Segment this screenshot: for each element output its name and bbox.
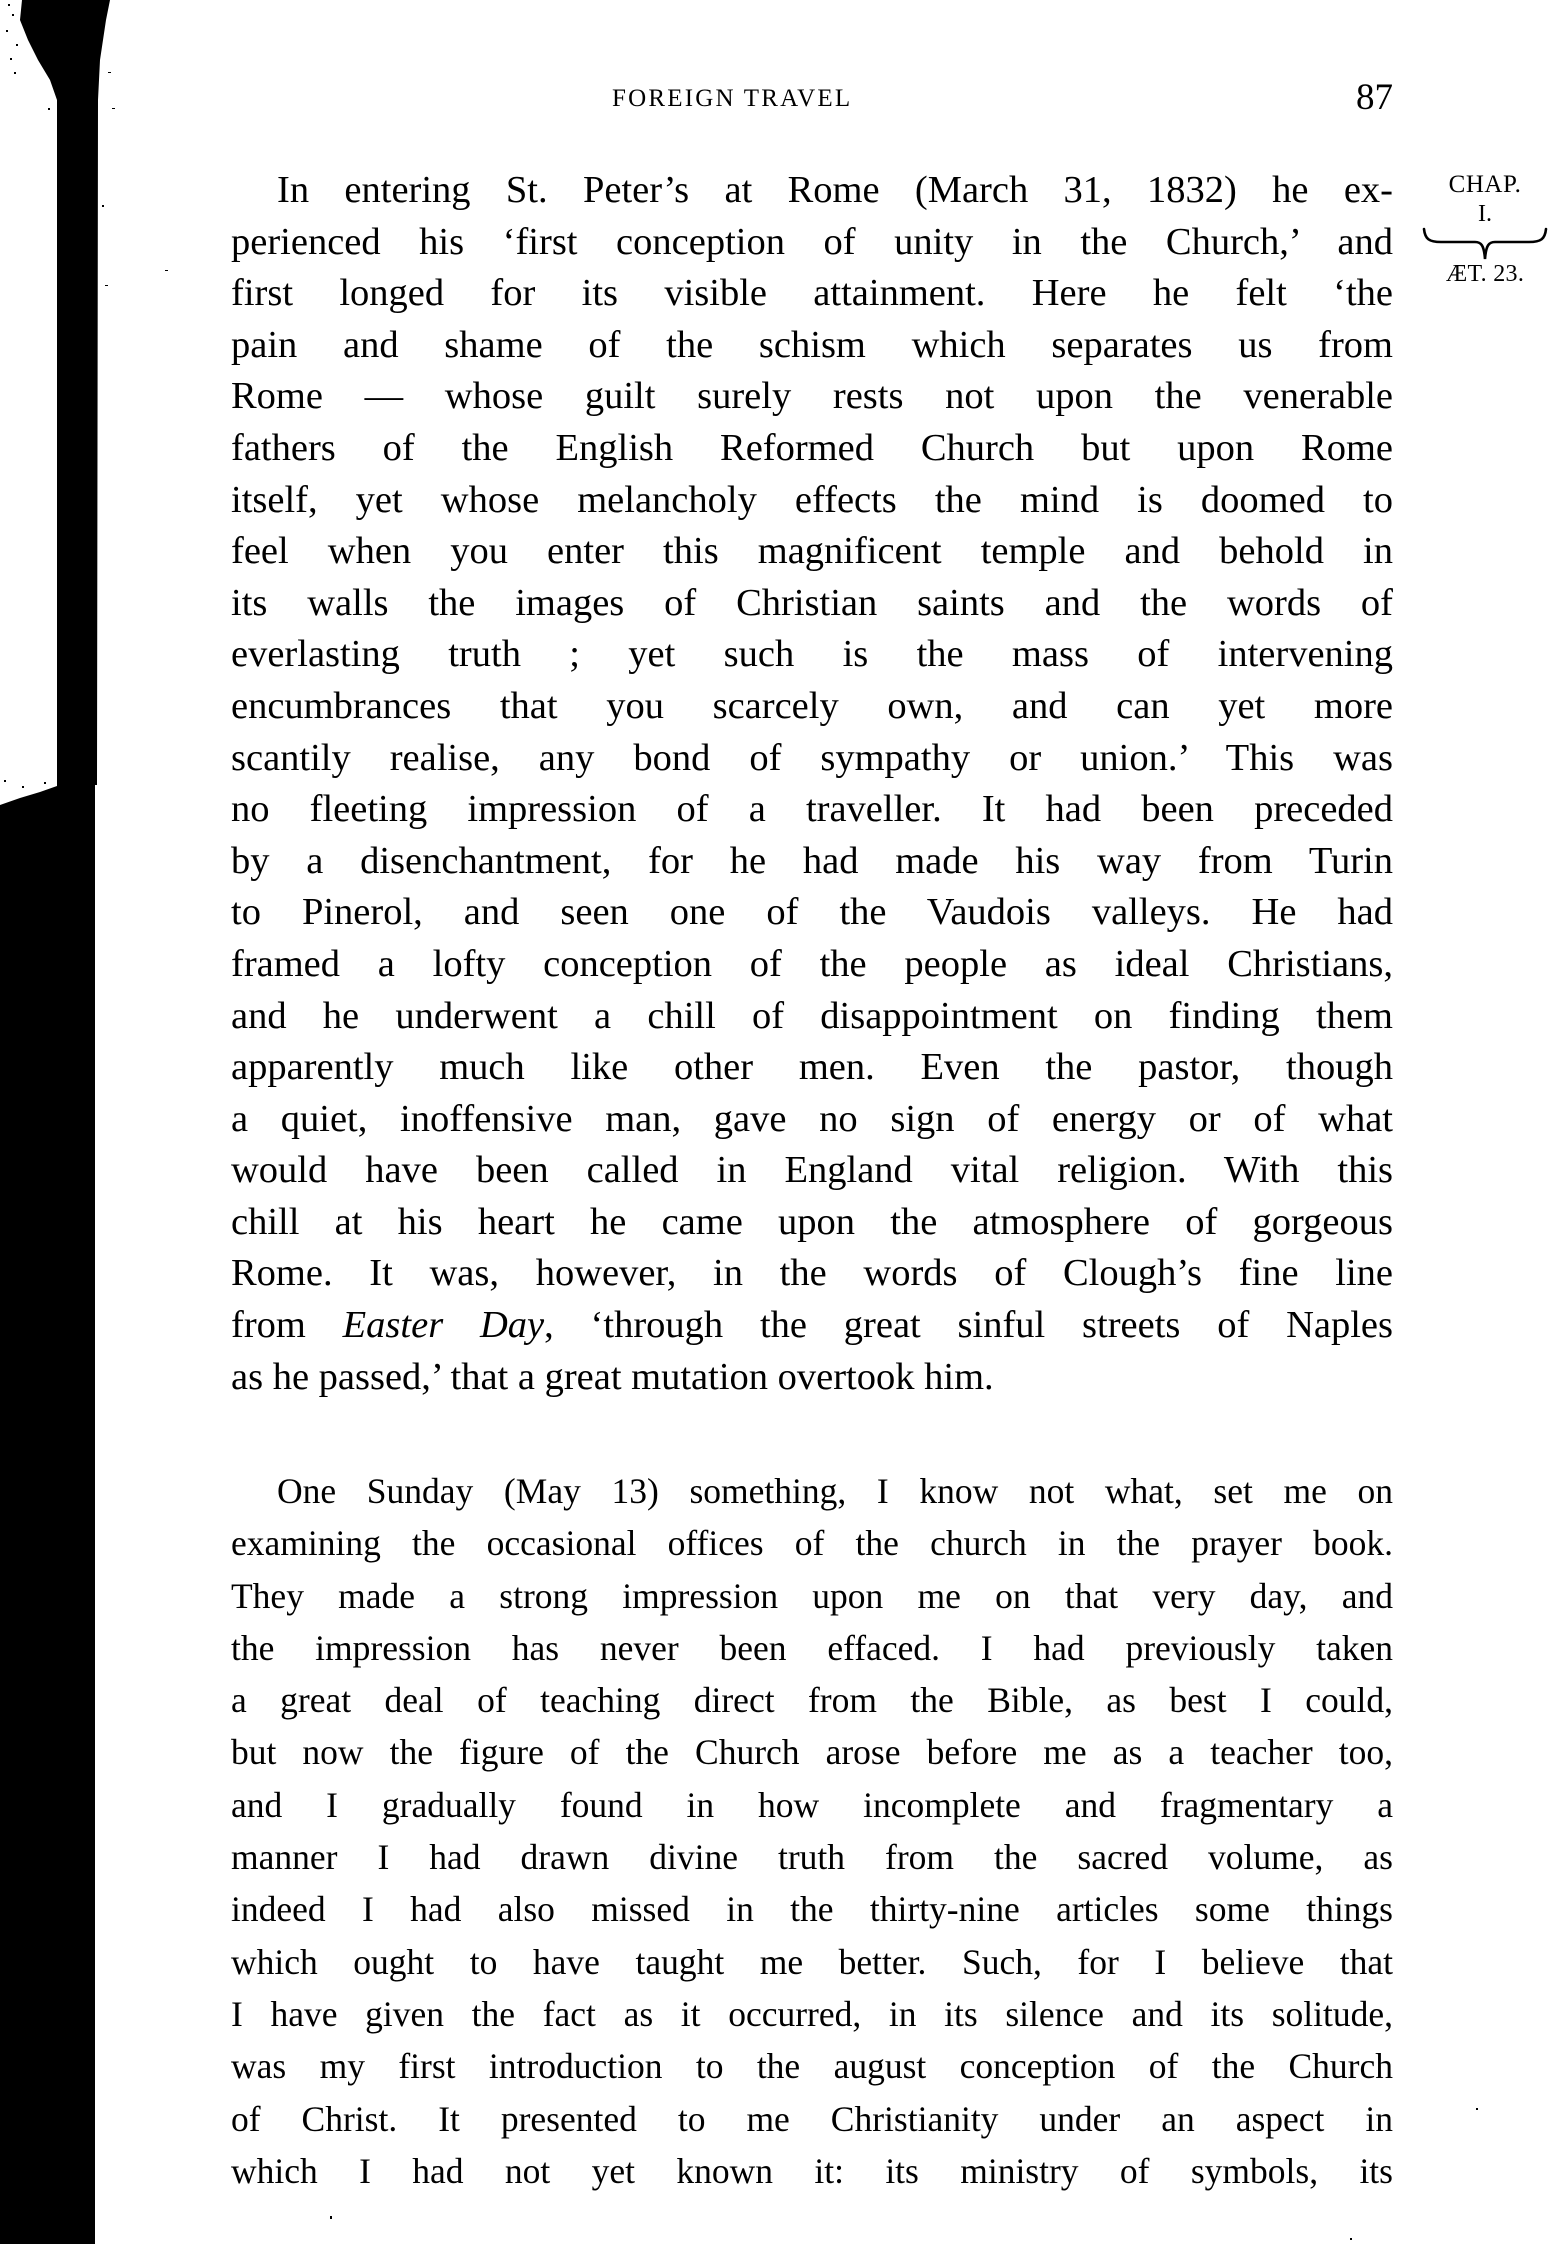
text-line: which ought to have taught me better. Such, for I believe that (231, 1941, 1393, 1982)
text-line: would have been called in England vital religion. With this (231, 1149, 1393, 1192)
text-line: scantily realise, any bond of sympathy or union.’ This was (231, 736, 1393, 779)
text-line: examining the occasional offices of the church in the prayer book. (231, 1523, 1393, 1564)
text-line: They made a strong impression upon me on that very day, and (231, 1575, 1393, 1616)
text-line: Rome — whose guilt surely rests not upon the venerable (231, 375, 1393, 418)
text-line: fathers of the English Reformed Church but upon Rome (231, 426, 1393, 469)
text-line: encumbrances that you scarcely own, and can yet more (231, 684, 1393, 727)
scan-edge-shadow (0, 0, 120, 2246)
text-line: and I gradually found in how incomplete and fragmentary a (231, 1784, 1393, 1825)
book-title-italic: Easter Day (342, 1304, 545, 1347)
text-fragment: , ‘through the great sinful streets of Naples (544, 1304, 1393, 1347)
text-line: the impression has never been effaced. I had previously taken (231, 1627, 1393, 1668)
text-line: but now the figure of the Church arose before me as a teacher too, (231, 1732, 1393, 1773)
text-line: itself, yet whose melancholy effects the mind is doomed to (231, 478, 1393, 521)
text-line: pain and shame of the schism which separates us from (231, 323, 1393, 366)
page-number: 87 (1356, 77, 1393, 118)
text-line: One Sunday (May 13) something, I know not what, set me on (277, 1471, 1393, 1511)
chapter-label: CHAP. (1448, 171, 1522, 198)
running-head (231, 78, 1393, 122)
scan-speck (330, 2216, 332, 2219)
text-line: to Pinerol, and seen one of the Vaudois valleys. He had (231, 891, 1393, 934)
text-line: In entering St. Peter’s at Rome (March 31, 1832) he ex- (277, 169, 1393, 211)
text-line: perienced his ‘first conception of unity in the Church,’ and (231, 220, 1393, 263)
text-fragment: from (231, 1304, 343, 1347)
text-line-with-title (231, 1300, 1393, 1352)
scan-speck (165, 270, 168, 271)
text-line: manner I had drawn divine truth from the sacred volume, as (231, 1837, 1393, 1878)
text-line: framed a lofty conception of the people as ideal Christians, (231, 942, 1393, 985)
age-label: ÆT. 23. (1445, 261, 1525, 287)
text-line: apparently much like other men. Even the pastor, though (231, 1046, 1393, 1089)
paragraph-extract (231, 1465, 1393, 2197)
scan-speck (1476, 2108, 1478, 2110)
scan-speck (1350, 2238, 1352, 2240)
text-line: of Christ. It presented to me Christianity under an aspect in (231, 2098, 1393, 2139)
text-line: I have given the fact as it occurred, in its silence and its solitude, (231, 1993, 1393, 2034)
text-line: no fleeting impression of a traveller. It had been preceded (231, 788, 1393, 831)
margin-note (1412, 170, 1558, 289)
text-line: Rome. It was, however, in the words of Clough’s fine line (231, 1252, 1393, 1295)
curly-brace-icon (1421, 227, 1549, 261)
text-line: indeed I had also missed in the thirty-nine articles some things (231, 1889, 1393, 1930)
text-line: a quiet, inoffensive man, gave no sign of energy or of what (231, 1097, 1393, 1140)
chapter-number: I. (1478, 201, 1492, 227)
scan-edge-bar (0, 0, 110, 2244)
text-line: by a disenchantment, for he had made his way from Turin (231, 839, 1393, 882)
text-line: as he passed,’ that a great mutation overtook him. (231, 1355, 994, 1398)
text-line: which I had not yet known it: its ministry of symbols, its (231, 2150, 1393, 2191)
text-line: a great deal of teaching direct from the Bible, as best I could, (231, 1680, 1393, 1721)
text-line: first longed for its visible attainment. Here he felt ‘the (231, 272, 1393, 315)
text-line: its walls the images of Christian saints and the words of (231, 581, 1393, 624)
text-line: everlasting truth ; yet such is the mass of intervening (231, 633, 1393, 676)
text-line: was my first introduction to the august conception of the Church (231, 2046, 1393, 2087)
text-line: feel when you enter this magnificent temple and behold in (231, 530, 1393, 573)
text-line: chill at his heart he came upon the atmosphere of gorgeous (231, 1200, 1393, 1243)
paragraph-main (231, 165, 1393, 1403)
running-title: FOREIGN TRAVEL (612, 85, 853, 112)
text-line: and he underwent a chill of disappointment on finding them (231, 994, 1393, 1037)
